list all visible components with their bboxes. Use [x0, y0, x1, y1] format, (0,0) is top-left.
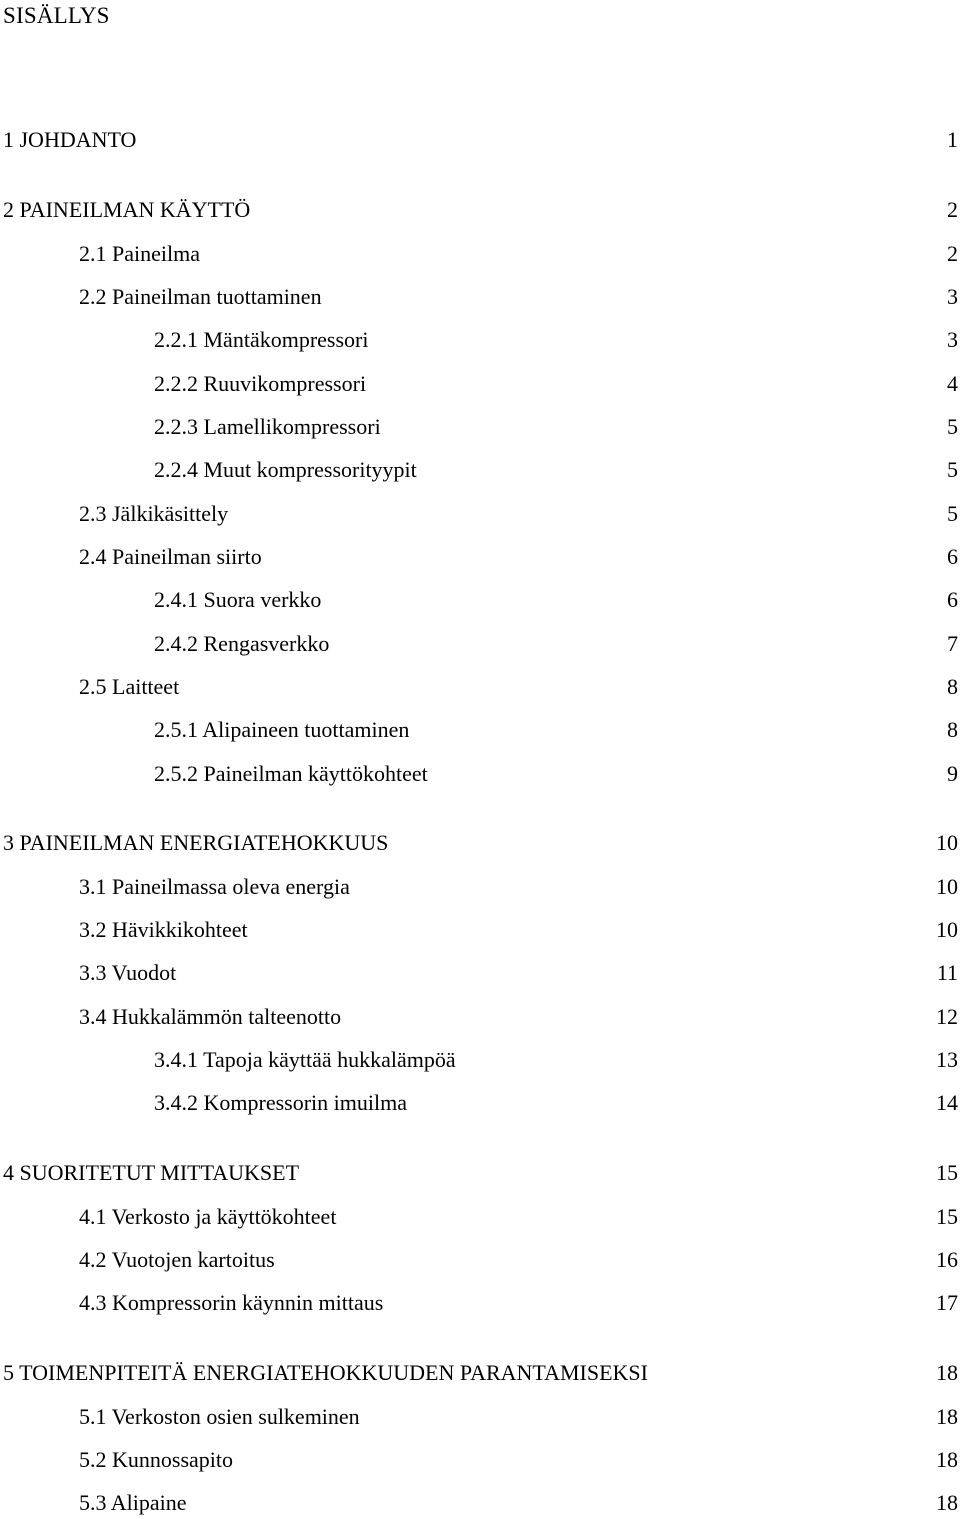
toc-entry[interactable] [0, 282, 960, 312]
toc-entry-number: 3 [3, 830, 14, 855]
toc-entry-title [79, 1445, 233, 1475]
toc-entry-label: TOIMENPITEITÄ ENERGIATEHOKKUUDEN PARANTAMISEKSI [14, 1360, 648, 1385]
toc-entry-number: 1 [3, 127, 14, 152]
toc-entry-number: 2.4 [79, 544, 107, 569]
toc-entry-number: 2.2.3 [154, 414, 198, 439]
toc-entry-label: Laitteet [106, 674, 180, 699]
toc-entry-label: Hukkalämmön talteenotto [106, 1004, 342, 1029]
toc-entry-number: 2.2.1 [154, 327, 198, 352]
toc-entry[interactable] [0, 629, 960, 659]
toc-entry-title [79, 1202, 336, 1232]
toc-entry[interactable] [0, 828, 960, 858]
toc-entry-page: 11 [936, 960, 958, 985]
toc-entry-label: Mäntäkompressori [198, 327, 369, 352]
toc-entry[interactable] [0, 1002, 960, 1032]
toc-entry-page: 12 [936, 1004, 958, 1029]
toc-entry[interactable] [0, 542, 960, 572]
toc-entry-label: Paineilman tuottaminen [106, 284, 322, 309]
toc-entry-number: 5 [3, 1360, 14, 1385]
toc-entry-label: Kompressorin käynnin mittaus [106, 1290, 384, 1315]
toc-entry-number: 3.1 [79, 874, 107, 899]
toc-entry-page: 10 [936, 917, 958, 942]
toc-entry[interactable] [0, 715, 960, 745]
toc-entry-page: 9 [947, 761, 958, 786]
toc-entry-title [79, 1402, 360, 1432]
toc-entry-label: Kompressorin imuilma [198, 1090, 407, 1115]
toc-entry-title [79, 1002, 341, 1032]
toc-entry-label: Paineilma [106, 241, 200, 266]
toc-entry-title [154, 629, 329, 659]
toc-entry[interactable] [0, 1245, 960, 1275]
toc-entry[interactable] [0, 672, 960, 702]
toc-entry-label: Rengasverkko [198, 631, 330, 656]
toc-entry-label: Lamellikompressori [198, 414, 381, 439]
toc-entry-number: 4.3 [79, 1290, 107, 1315]
toc-entry-label: Paineilmassa oleva energia [106, 874, 350, 899]
toc-entry-title [3, 195, 250, 225]
toc-entry[interactable] [0, 1358, 960, 1388]
toc-entry-page: 5 [947, 501, 958, 526]
toc-entry-number: 3.4 [79, 1004, 107, 1029]
toc-entry-page: 10 [936, 830, 958, 855]
toc-entry-page: 2 [947, 241, 958, 266]
toc-entry-number: 2.4.2 [154, 631, 198, 656]
toc-entry-title [79, 915, 248, 945]
toc-entry-number: 3.4.2 [154, 1090, 198, 1115]
toc-entry-title [154, 455, 417, 485]
toc-entry-label: Tapoja käyttää hukkalämpöä [198, 1047, 456, 1072]
toc-entry-page: 8 [947, 674, 958, 699]
toc-entry-label: Alipaine [106, 1490, 187, 1515]
toc-entry-label: Jälkikäsittely [106, 501, 229, 526]
toc-entry-number: 2.4.1 [154, 587, 198, 612]
toc-entry[interactable] [0, 1488, 960, 1518]
toc-entry-number: 2.1 [79, 241, 107, 266]
toc-entry[interactable] [0, 585, 960, 615]
toc-entry-page: 5 [947, 414, 958, 439]
toc-entry-title [3, 1358, 648, 1388]
toc-entry-number: 3.4.1 [154, 1047, 198, 1072]
toc-entry-title [79, 958, 176, 988]
toc-entry-label: PAINEILMAN KÄYTTÖ [14, 197, 251, 222]
toc-entry[interactable] [0, 1288, 960, 1318]
toc-entry[interactable] [0, 1445, 960, 1475]
toc-entry-title [154, 759, 428, 789]
toc-entry-title [79, 1288, 383, 1318]
toc-entry[interactable] [0, 369, 960, 399]
toc-entry-title [154, 715, 409, 745]
toc-entry-title [79, 239, 200, 269]
toc-entry-number: 5.2 [79, 1447, 107, 1472]
toc-entry-number: 2 [3, 197, 14, 222]
toc-entry[interactable] [0, 125, 960, 155]
toc-entry[interactable] [0, 759, 960, 789]
toc-entry-title [154, 412, 381, 442]
toc-entry-page: 17 [936, 1290, 958, 1315]
toc-entry[interactable] [0, 455, 960, 485]
toc-entry-number: 2.2 [79, 284, 107, 309]
toc-entry[interactable] [0, 1202, 960, 1232]
toc-entry-page: 18 [936, 1447, 958, 1472]
toc-entry-label: Muut kompressorityypit [198, 457, 417, 482]
toc-entry-title [154, 369, 366, 399]
toc-entry-title [154, 325, 368, 355]
toc-entry-page: 18 [936, 1404, 958, 1429]
toc-entry-label: Ruuvikompressori [198, 371, 367, 396]
toc-entry-number: 2.5.2 [154, 761, 198, 786]
toc-entry-page: 15 [936, 1204, 958, 1229]
toc-entry[interactable] [0, 1158, 960, 1188]
toc-entry[interactable] [0, 195, 960, 225]
toc-entry-label: Vuotojen kartoitus [106, 1247, 275, 1272]
toc-entry-number: 2.5 [79, 674, 107, 699]
toc-entry[interactable] [0, 872, 960, 902]
toc-entry-number: 2.2.2 [154, 371, 198, 396]
toc-entry-title [79, 1245, 275, 1275]
toc-entry-number: 2.3 [79, 501, 107, 526]
toc-entry-title [3, 828, 388, 858]
toc-entry-page: 6 [947, 587, 958, 612]
toc-entry-title [79, 672, 179, 702]
page-title: SISÄLLYS [3, 3, 110, 28]
toc-entry-page: 5 [947, 457, 958, 482]
toc-entry-page: 1 [947, 127, 958, 152]
toc-entry-title [3, 125, 136, 155]
toc-entry-page: 15 [936, 1160, 958, 1185]
toc-entry-title [79, 282, 322, 312]
toc-entry-page: 18 [936, 1490, 958, 1515]
toc-entry-label: Suora verkko [198, 587, 322, 612]
toc-entry-page: 6 [947, 544, 958, 569]
toc-entry-label: Paineilman siirto [106, 544, 262, 569]
toc-entry-page: 18 [936, 1360, 958, 1385]
toc-entry[interactable] [0, 499, 960, 529]
toc-entry-title [79, 499, 228, 529]
toc-entry-label: Hävikkikohteet [106, 917, 248, 942]
toc-entry-number: 3.2 [79, 917, 107, 942]
toc-entry-page: 14 [936, 1090, 958, 1115]
toc-entry-label: Verkosto ja käyttökohteet [106, 1204, 337, 1229]
toc-entry-page: 16 [936, 1247, 958, 1272]
toc-entry-page: 3 [947, 284, 958, 309]
toc-entry[interactable] [0, 958, 960, 988]
toc-entry-title [79, 542, 262, 572]
toc-entry-label: SUORITETUT MITTAUKSET [14, 1160, 300, 1185]
toc-entry-number: 3.3 [79, 960, 107, 985]
toc-entry-page: 13 [936, 1047, 958, 1072]
toc-entry-number: 4 [3, 1160, 14, 1185]
toc-entry-number: 5.1 [79, 1404, 107, 1429]
toc-entry[interactable] [0, 239, 960, 269]
toc-entry-label: Alipaineen tuottaminen [198, 717, 410, 742]
toc-entry-page: 2 [947, 197, 958, 222]
toc-entry-page: 10 [936, 874, 958, 899]
toc-entry-title [79, 1488, 187, 1518]
toc-entry-label: JOHDANTO [14, 127, 137, 152]
toc-entry-number: 4.2 [79, 1247, 107, 1272]
toc-entry-number: 2.5.1 [154, 717, 198, 742]
toc-entry[interactable] [0, 1088, 960, 1118]
toc-entry-label: Verkoston osien sulkeminen [106, 1404, 360, 1429]
toc-entry-label: Vuodot [106, 960, 177, 985]
toc-entry-title [154, 585, 321, 615]
toc-entry[interactable] [0, 1045, 960, 1075]
toc-entry-title [79, 872, 350, 902]
toc-entry-page: 3 [947, 327, 958, 352]
toc-entry-label: PAINEILMAN ENERGIATEHOKKUUS [14, 830, 389, 855]
toc-entry-page: 7 [947, 631, 958, 656]
toc-entry-title [154, 1088, 407, 1118]
toc-entry-label: Kunnossapito [106, 1447, 233, 1472]
toc-entry-page: 8 [947, 717, 958, 742]
toc-entry[interactable] [0, 412, 960, 442]
toc-entry-label: Paineilman käyttökohteet [198, 761, 428, 786]
toc-entry-number: 4.1 [79, 1204, 107, 1229]
toc-entry-number: 5.3 [79, 1490, 107, 1515]
toc-entry-title [3, 1158, 299, 1188]
toc-entry-page: 4 [947, 371, 958, 396]
toc-entry[interactable] [0, 325, 960, 355]
toc-entry-title [154, 1045, 456, 1075]
toc-entry[interactable] [0, 915, 960, 945]
toc-entry[interactable] [0, 1402, 960, 1432]
toc-entry-number: 2.2.4 [154, 457, 198, 482]
